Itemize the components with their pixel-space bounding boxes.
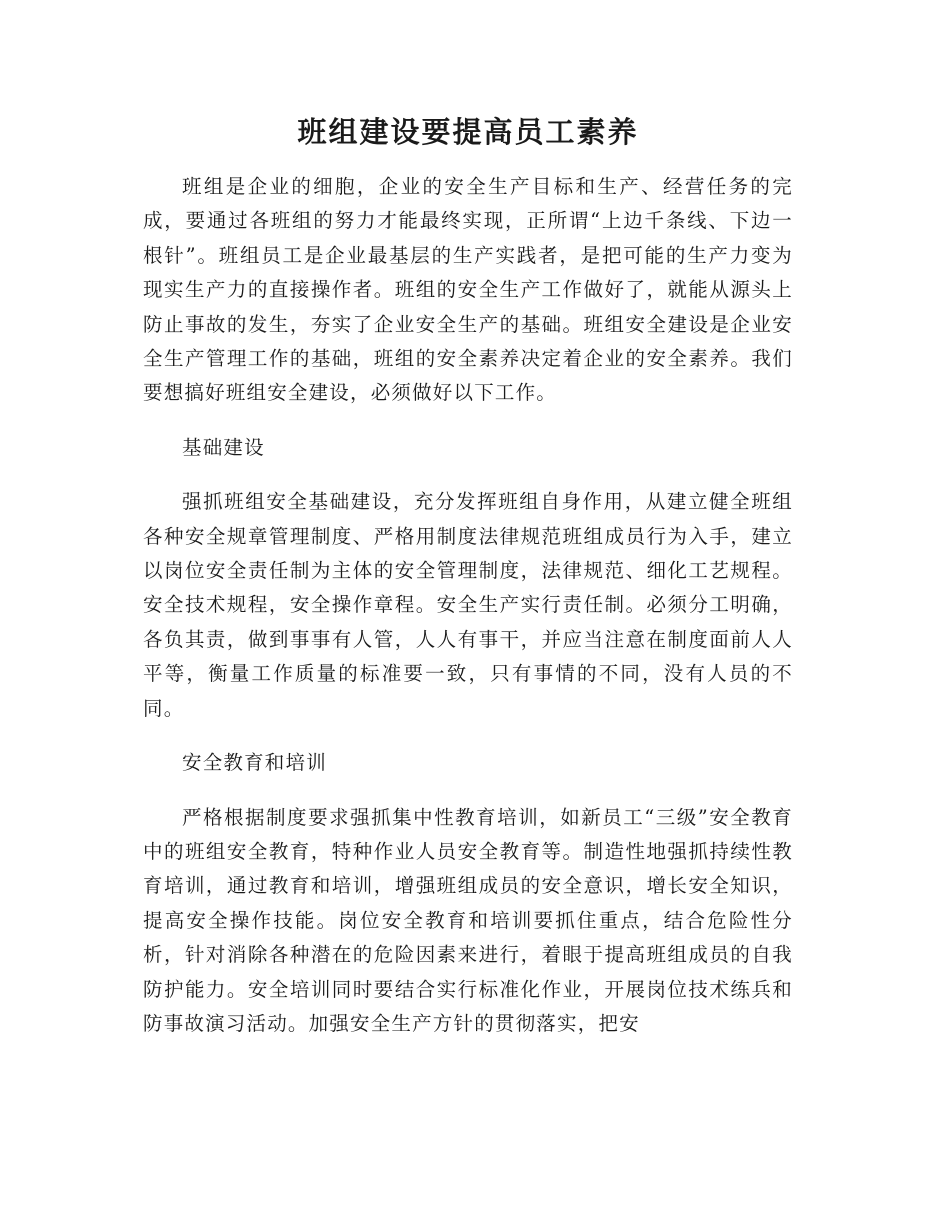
paragraph-gap — [143, 465, 793, 485]
intro-paragraph: 班组是企业的细胞，企业的安全生产目标和生产、经营任务的完成，要通过各班组的努力才能最终实现，正所谓“上边千条线、下边一根针”。班组员工是企业最基层的生产实践者，是把可能的生产力变为现实生产力的直接操作者。班组的安全生产工作做好了，就能从源头上防止事故的发生，夯实了企业安全生产的基础。班组安全建设是企业安全生产管理工作的基础，班组的安全素养决定着企业的安全素养。我们要想搞好班组安全建设，必须做好以下工作。 — [143, 175, 793, 405]
paragraph-gap — [143, 726, 793, 746]
document-title: 班组建设要提高员工素养 — [297, 115, 639, 149]
document-page — [143, 108, 793, 1041]
section-heading-training: 安全教育和培训 — [182, 751, 327, 775]
section-body-foundation: 强抓班组安全基础建设，充分发挥班组自身作用，从建立健全班组各种安全规章管理制度、严格用制度法律规范班组成员行为入手，建立以岗位安全责任制为主体的安全管理制度，法律规范、细化工艺规程。安全技术规程，安全操作章程。安全生产实行责任制。必须分工明确，各负其责，做到事事有人管，人人有事干，并应当注意在制度面前人人平等，衡量工作质量的标准要一致，只有事情的不同，没有人员的不同。 — [143, 490, 793, 720]
section-heading-foundation: 基础建设 — [182, 435, 265, 459]
paragraph-gap — [143, 781, 793, 801]
section-body-training: 严格根据制度要求强抓集中性教育培训，如新员工“三级”安全教育中的班组安全教育，特种作业人员安全教育等。制造性地强抓持续性教育培训，通过教育和培训，增强班组成员的安全意识，增长安全知识，提高安全操作技能。岗位安全教育和培训要抓住重点，结合危险性分析，针对消除各种潜在的危险因素来进行，着眼于提高班组成员的自我防护能力。安全培训同时要结合实行标准化作业，开展岗位技术练兵和防事故演习活动。加强安全生产方针的贯彻落实，把安 — [143, 805, 793, 1035]
paragraph-gap — [143, 411, 793, 431]
